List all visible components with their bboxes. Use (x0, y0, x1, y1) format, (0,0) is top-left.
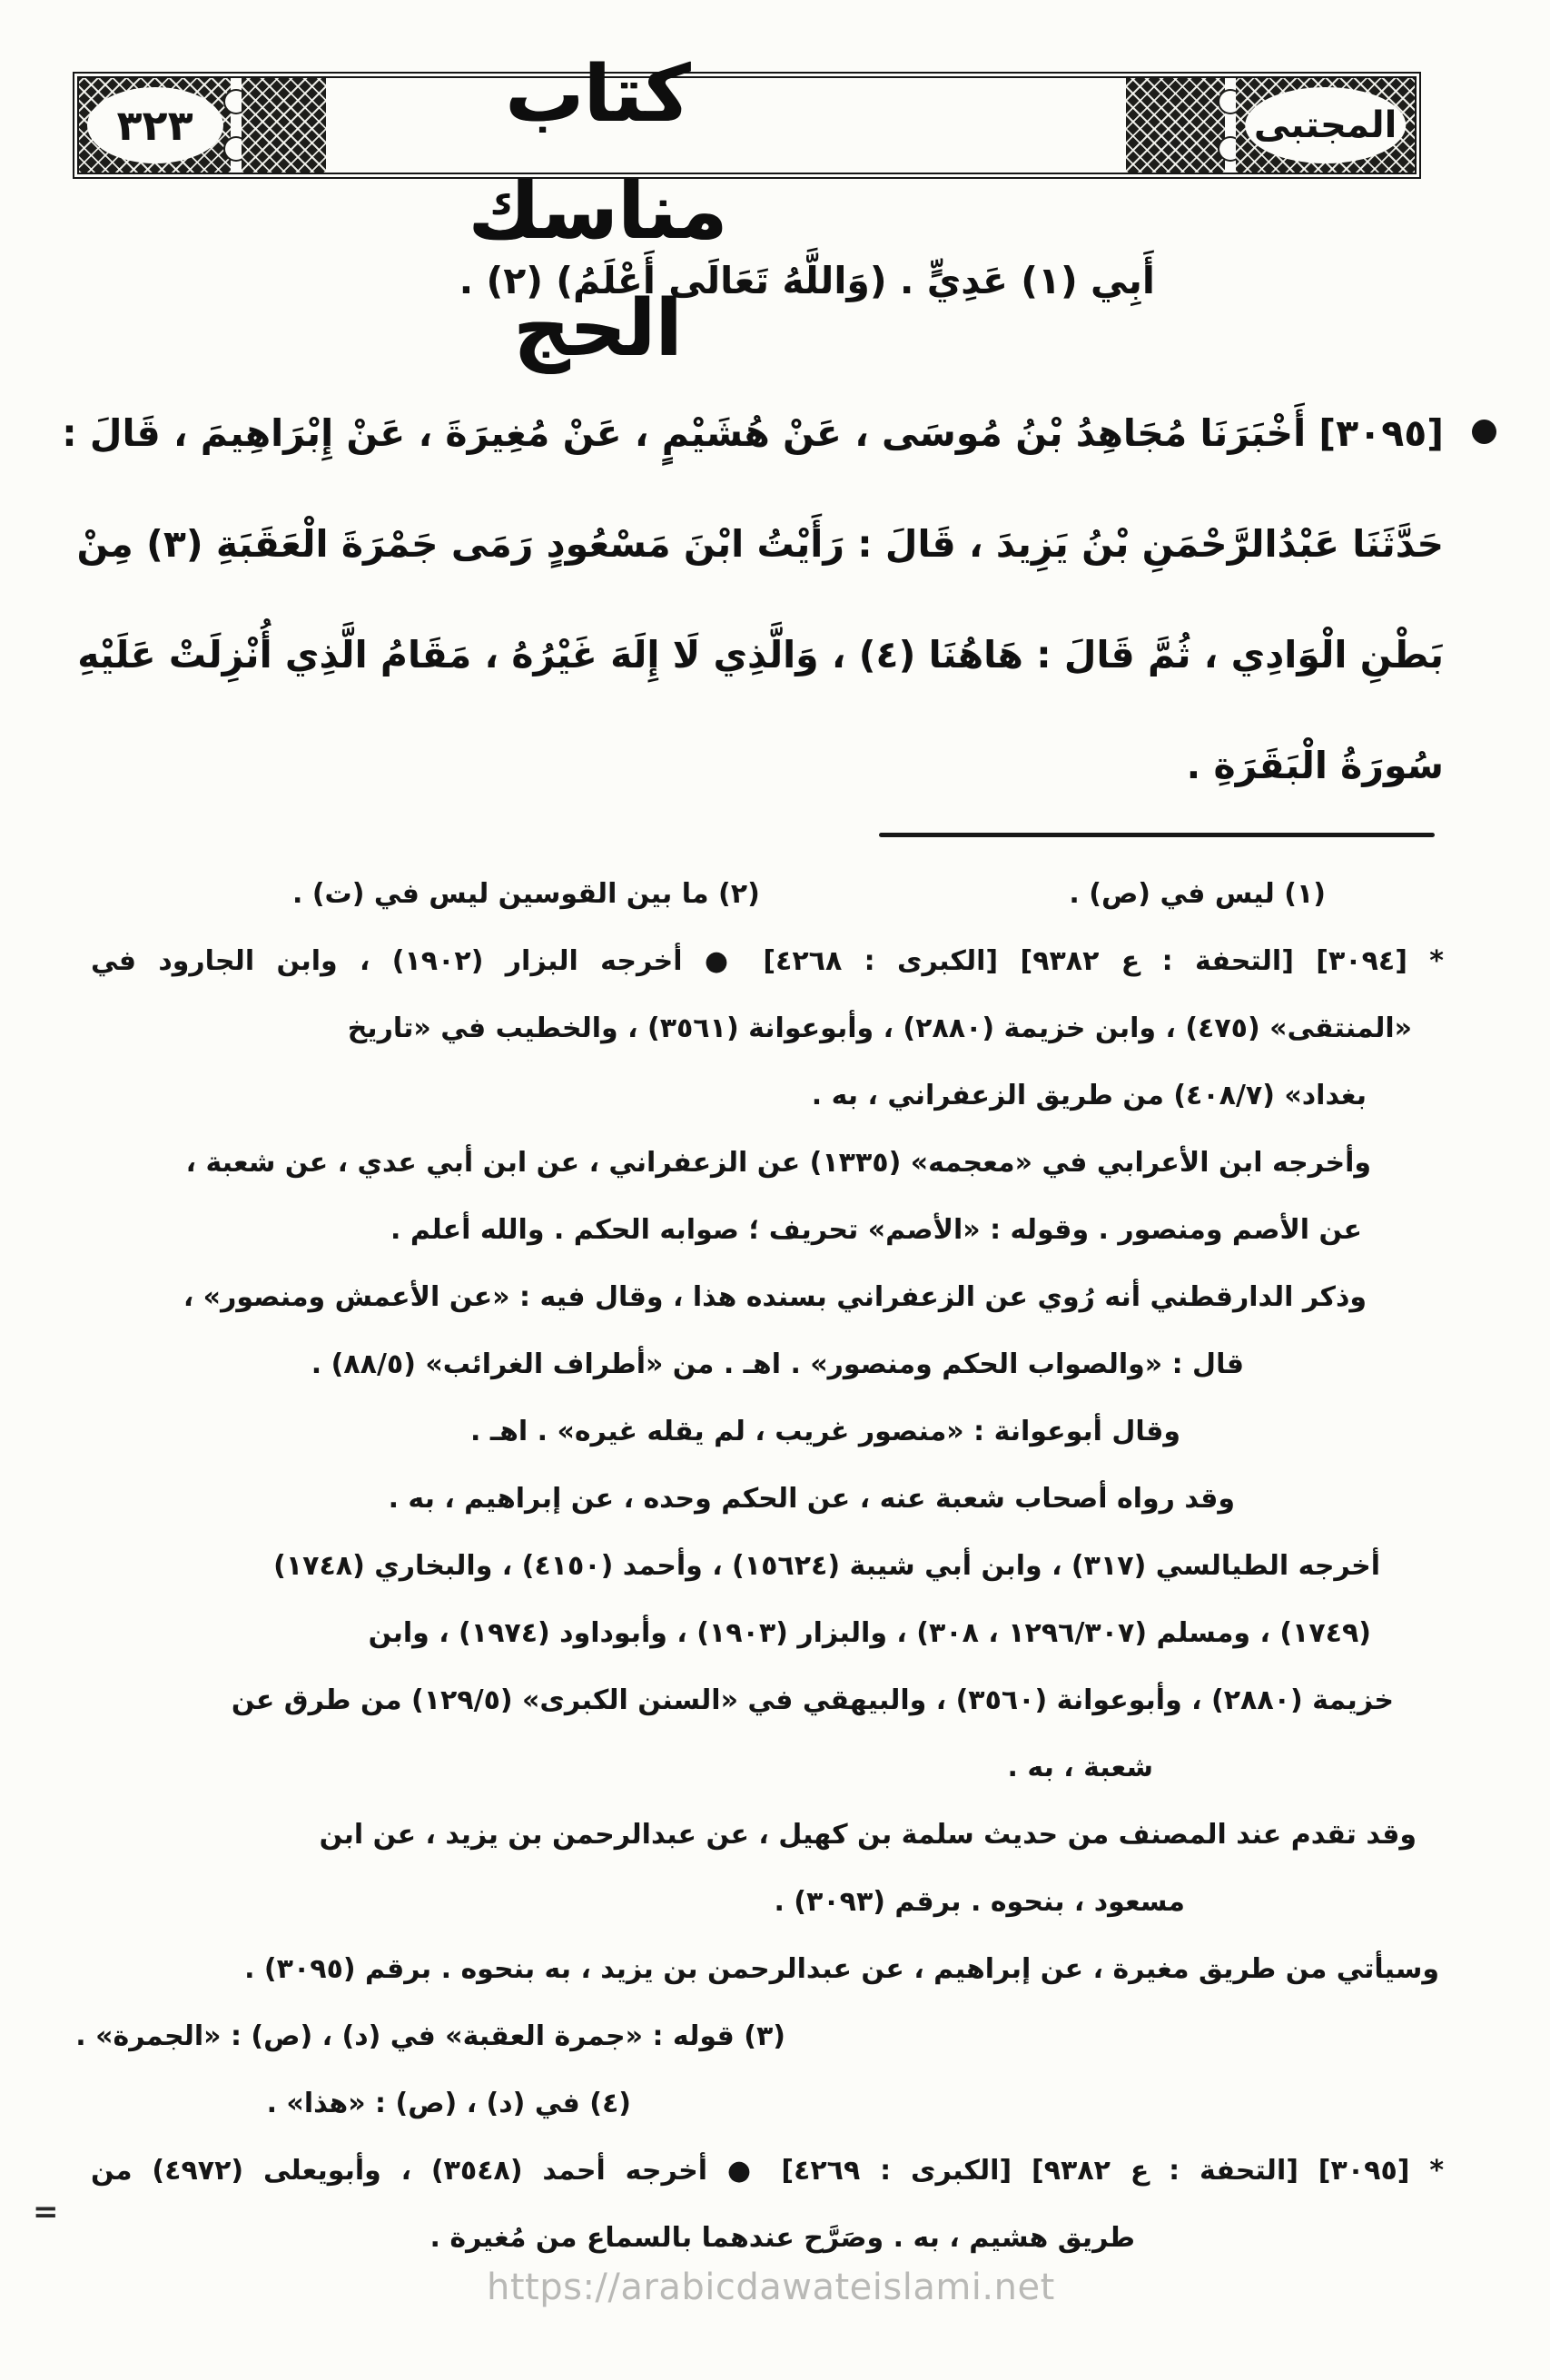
series-title: المجتبى (1253, 104, 1397, 146)
series-title-medallion (1245, 87, 1407, 163)
takhrij-line: وأخرجه ابن الأعرابي في «معجمه» (١٣٣٥) عن الزعفراني ، عن ابن أبي عدي ، عن شعبة ، (185, 1147, 1371, 1179)
footnote-separator-rule (879, 833, 1435, 837)
footnote-3: (٣) قوله : «جمرة العقبة» في (د) ، (ص) : «الجمرة» . (75, 2020, 785, 2052)
footnotes-block (75, 861, 1445, 2272)
takhrij-line: شعبة ، به . (1007, 1752, 1153, 1783)
hadith-line: بَطْنِ الْوَادِي ، ثُمَّ قَالَ : هَاهُنَا (٤) ، وَالَّذِي لَا إِلَهَ غَيْرُهُ ، مَقَامُ الَّذِي أُنْزِلَتْ عَلَيْهِ (77, 633, 1444, 676)
takhrij-3094-line: * [٣٠٩٤] [التحفة : ع ٩٣٨٢] [الكبرى : ٤٢٦٨] ● أخرجه البزار (١٩٠٢) ، وابن الجارود في (91, 945, 1444, 977)
takhrij-line: قال : «والصواب الحكم ومنصور» . اهـ . من «أطراف الغرائب» (٨٨/٥) . (311, 1348, 1244, 1380)
chapter-title-calligraphy: كتاب مناسك الحج (468, 49, 727, 374)
isnad-continuation-line: أَبِي (١) عَدِيٍّ . (وَاللَّهُ تَعَالَى أَعْلَمُ) (٢) . (459, 259, 1155, 302)
footnote-2: (٢) ما بين القوسين ليس في (ت) . (292, 878, 760, 910)
takhrij-line: عن الأصم ومنصور . وقوله : «الأصم» تحريف ؛ صوابه الحكم . والله أعلم . (390, 1214, 1362, 1246)
footnote-1: (١) ليس في (ص) . (1069, 878, 1326, 910)
footnote-row (91, 861, 1444, 928)
main-text-block (62, 225, 1444, 821)
page-number-medallion (87, 87, 223, 163)
header-left-ornament (79, 78, 326, 173)
hadith-line: حَدَّثَنَا عَبْدُالرَّحْمَنِ بْنُ يَزِيدَ ، قَالَ : رَأَيْتُ ابْنَ مَسْعُودٍ رَمَى جَمْرَةَ الْعَقَبَةِ (٣) مِنْ (76, 522, 1444, 566)
takhrij-line: وقد تقدم عند المصنف من حديث سلمة بن كهيل ، عن عبدالرحمن بن يزيد ، عن ابن (319, 1819, 1417, 1851)
takhrij-line: وسيأتي من طريق مغيرة ، عن إبراهيم ، عن عبدالرحمن بن يزيد ، به بنحوه . برقم (٣٠٩٥) . (244, 1953, 1439, 1985)
ornament-divider (1225, 78, 1236, 173)
ornament-pattern (79, 78, 231, 173)
ornament-pattern (242, 78, 326, 173)
header-right-ornament (1126, 78, 1415, 173)
takhrij-line: بغداد» (٤٠٨/٧) من طريق الزعفراني ، به . (811, 1080, 1367, 1111)
footnote-4: (٤) في (د) ، (ص) : «هذا» . (266, 2088, 631, 2119)
hadith-line: سُورَةُ الْبَقَرَةِ . (1186, 744, 1444, 787)
takhrij-line: (١٧٤٩) ، ومسلم (١٢٩٦/٣٠٧ ، ٣٠٨) ، والبزار (١٩٠٣) ، وأبوداود (١٩٧٤) ، وابن (368, 1617, 1371, 1649)
takhrij-line: وقال أبوعوانة : «منصور غريب ، لم يقله غيره» . اهـ . (470, 1416, 1180, 1447)
takhrij-line: مسعود ، بنحوه . برقم (٣٠٩٣) . (774, 1886, 1185, 1918)
hadith-line: [٣٠٩٥] أَخْبَرَنَا مُجَاهِدُ بْنُ مُوسَى ، عَنْ هُشَيْمٍ ، عَنْ مُغِيرَةَ ، عَنْ إِبْرَاهِيمَ ، قَالَ : (62, 411, 1444, 455)
paragraph-bullet-icon (1472, 420, 1496, 444)
watermark-url: https://arabicdawateislami.net (487, 2266, 1055, 2308)
margin-continuation-mark: = (33, 2194, 59, 2230)
takhrij-line: وذكر الدارقطني أنه رُوي عن الزعفراني بسنده هذا ، وقال فيه : «عن الأعمش ومنصور» ، (183, 1281, 1367, 1313)
ornament-pattern (1126, 78, 1225, 173)
ornament-pattern (1236, 78, 1415, 173)
takhrij-line: أخرجه الطيالسي (٣١٧) ، وابن أبي شيبة (١٥٦٢٤) ، وأحمد (٤١٥٠) ، والبخاري (١٧٤٨) (273, 1550, 1380, 1582)
ornament-divider (231, 78, 242, 173)
takhrij-line: «المنتقى» (٤٧٥) ، وابن خزيمة (٢٨٨٠) ، وأبوعوانة (٣٥٦١) ، والخطيب في «تاريخ (347, 1012, 1412, 1044)
takhrij-line: خزيمة (٢٨٨٠) ، وأبوعوانة (٣٥٦٠) ، والبيهقي في «السنن الكبرى» (١٢٩/٥) من طرق عن (231, 1684, 1394, 1716)
page-number: ٣٢٣ (116, 101, 193, 150)
takhrij-line: وقد رواه أصحاب شعبة عنه ، عن الحكم وحده ، عن إبراهيم ، به . (388, 1483, 1235, 1515)
hadith-3095-paragraph (62, 378, 1444, 821)
takhrij-3095-line: * [٣٠٩٥] [التحفة : ع ٩٣٨٢] [الكبرى : ٤٢٦٩] ● أخرجه أحمد (٣٥٤٨) ، وأبويعلى (٤٩٧٢) من (91, 2155, 1445, 2187)
takhrij-line: طريق هشيم ، به . وصَرَّح عندهما بالسماع من مُغيرة . (429, 2222, 1135, 2254)
